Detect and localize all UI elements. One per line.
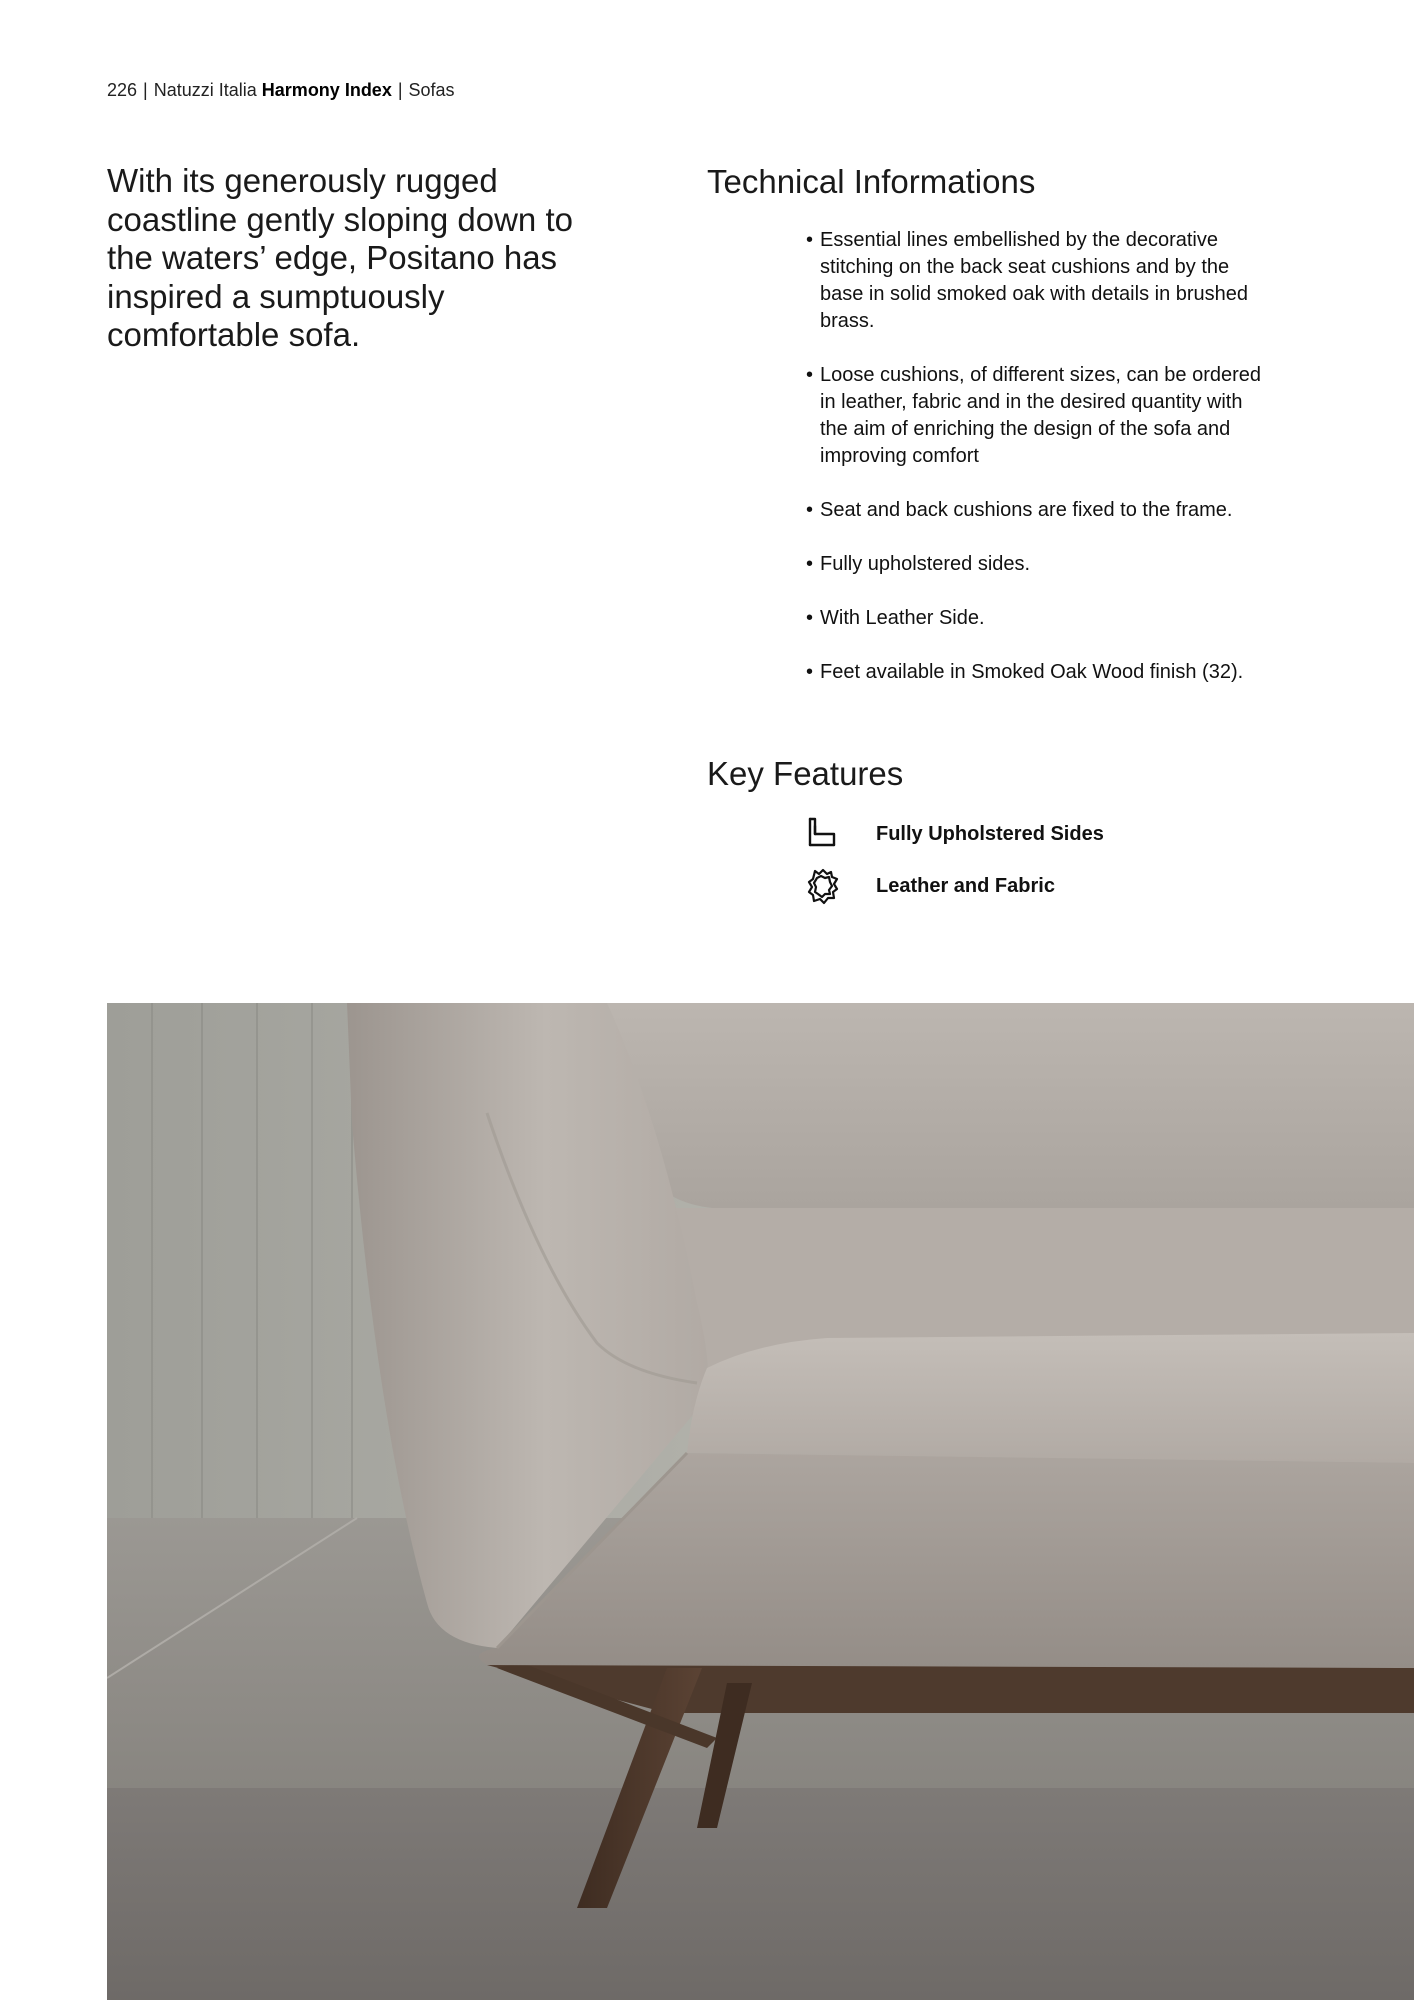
technical-bullet: • With Leather Side.: [806, 605, 1286, 632]
header-separator: |: [143, 80, 148, 100]
page-number: 226: [107, 80, 138, 100]
page-header: [107, 80, 455, 101]
brand-name: Natuzzi Italia: [153, 80, 257, 100]
technical-bullet: • Feet available in Smoked Oak Wood finish (32).: [806, 659, 1286, 686]
feature-item: [806, 867, 1055, 905]
intro-text: With its generously rugged coastline gently sloping down to the waters’ edge, Positano has inspired a sumptuously comfortable sofa.: [107, 162, 573, 353]
collection-name: Harmony Index: [261, 80, 392, 100]
sofa-illustration: [107, 1003, 1414, 2000]
technical-bullet: • Seat and back cushions are fixed to the frame.: [806, 497, 1286, 524]
section-name: Sofas: [408, 80, 455, 100]
key-features-title: Key Features: [707, 755, 904, 792]
feature-label: Fully Upholstered Sides: [876, 822, 1104, 845]
leather-hide-icon: [806, 867, 840, 905]
feature-label: Leather and Fabric: [876, 874, 1055, 897]
technical-title: Technical Informations: [707, 163, 1036, 200]
technical-bullet-list: [806, 227, 1286, 713]
technical-bullet: • Loose cushions, of different sizes, can be ordered in leather, fabric and in the desired quantity with the aim of enriching the design of the sofa and improving comfort: [806, 362, 1270, 470]
armchair-side-icon: [806, 815, 840, 853]
technical-bullet: • Essential lines embellished by the decorative stitching on the back seat cushions and by the base in solid smoked oak with details in brushed brass.: [806, 227, 1260, 335]
feature-item: [806, 815, 1104, 853]
header-separator: |: [397, 80, 403, 100]
sofa-photo: [107, 1003, 1414, 2000]
technical-bullet: • Fully upholstered sides.: [806, 551, 1286, 578]
